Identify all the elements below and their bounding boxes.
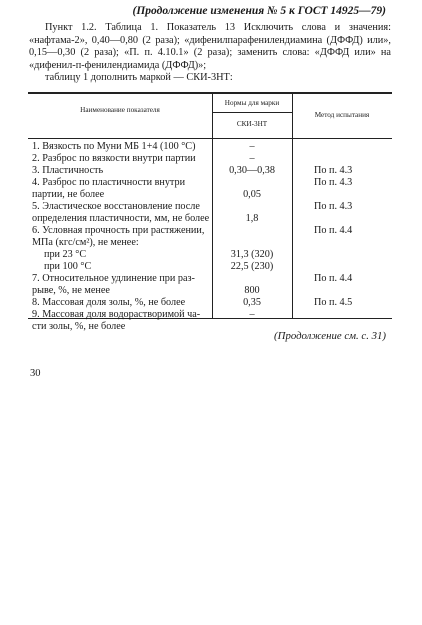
requirements-table — [28, 92, 392, 332]
norm-value: 0,05 — [243, 189, 261, 200]
test-method: По п. 4.3 — [314, 201, 353, 212]
test-method: По п. 4.4 — [314, 225, 353, 236]
norm-value: – — [249, 141, 255, 152]
table-row — [28, 297, 392, 309]
norm-value: – — [249, 309, 255, 320]
intro-paragraph-2: таблицу 1 дополнить маркой — СКИ-3НТ: — [45, 72, 233, 84]
indicator-name: 7. Относительное удлинение при раз- — [32, 273, 195, 284]
table-row — [28, 225, 392, 237]
norm-value: 22,5 (230) — [230, 261, 274, 272]
norm-value: 1,8 — [245, 213, 259, 224]
test-method: По п. 4.3 — [314, 177, 353, 188]
table-top-rule — [28, 92, 392, 94]
table-header-rule — [28, 138, 392, 139]
table-row — [28, 261, 392, 273]
table-row — [28, 309, 392, 321]
indicator-name: партии, не более — [32, 189, 105, 200]
header-norms: Нормы для марки — [224, 99, 280, 107]
header-test-method: Метод испытания — [314, 111, 370, 119]
table-row — [28, 153, 392, 165]
indicator-name: 8. Массовая доля золы, %, не более — [32, 297, 186, 308]
table-row — [28, 141, 392, 153]
indicator-name: 4. Разброс по пластичности внутри — [32, 177, 186, 188]
norm-value: – — [249, 153, 255, 164]
intro-text — [29, 22, 391, 85]
header-indicator-name: Наименование показателя — [80, 106, 160, 114]
page-number: 30 — [30, 368, 41, 379]
indicator-name: 6. Условная прочность при растяжении, — [32, 225, 205, 236]
indicator-name: сти золы, %, не более — [32, 321, 126, 332]
indicator-name: при 100 °С — [44, 261, 92, 272]
indicator-name: рыве, %, не менее — [32, 285, 110, 296]
indicator-name: 5. Эластическое восстановление после — [32, 201, 200, 212]
indicator-name: при 23 °С — [44, 249, 87, 260]
indicator-name: 1. Вязкость по Муни МБ 1+4 (100 °С) — [32, 141, 196, 152]
table-row — [28, 249, 392, 261]
table-row — [28, 189, 392, 201]
table-row — [28, 237, 392, 249]
test-method: По п. 4.5 — [314, 297, 353, 308]
header-grade: СКИ-3НТ — [236, 120, 268, 128]
indicator-name: определения пластичности, мм, не более — [32, 213, 210, 224]
continued-note: (Продолжение см. с. 31) — [274, 330, 386, 342]
test-method: По п. 4.3 — [314, 165, 353, 176]
norm-value: 800 — [244, 285, 260, 296]
table-row — [28, 285, 392, 297]
table-row — [28, 213, 392, 225]
indicator-name: МПа (кгс/см²), не менее: — [32, 237, 139, 248]
table-row — [28, 273, 392, 285]
indicator-name: 3. Пластичность — [32, 165, 104, 176]
norm-value: 31,3 (320) — [230, 249, 274, 260]
test-method: По п. 4.4 — [314, 273, 353, 284]
table-row — [28, 165, 392, 177]
indicator-name: 2. Разброс по вязкости внутри партии — [32, 153, 196, 164]
table-row — [28, 201, 392, 213]
indicator-name: 9. Массовая доля водорастворимой ча- — [32, 309, 201, 320]
norm-value: 0,35 — [243, 297, 261, 308]
intro-paragraph-1: Пункт 1.2. Таблица 1. Показатель 13 Исключить слова и значения: «нафтама-2», 0,40—0,80 (2 раза); «дифенилпарафенилендиамина (ДФФД) или», 0,15—0,30 (2 раза); «П. п. 4.10.1» (2 раза); заменить слова: «ДФФД или» на «дифенил-п-фенилендиамида (ДФФД)»; — [29, 22, 391, 71]
continuation-header: (Продолжение изменения № 5 к ГОСТ 14925—79) — [132, 5, 386, 17]
norm-value: 0,30—0,38 — [229, 165, 275, 176]
norms-sub-rule — [212, 112, 292, 113]
table-row — [28, 177, 392, 189]
